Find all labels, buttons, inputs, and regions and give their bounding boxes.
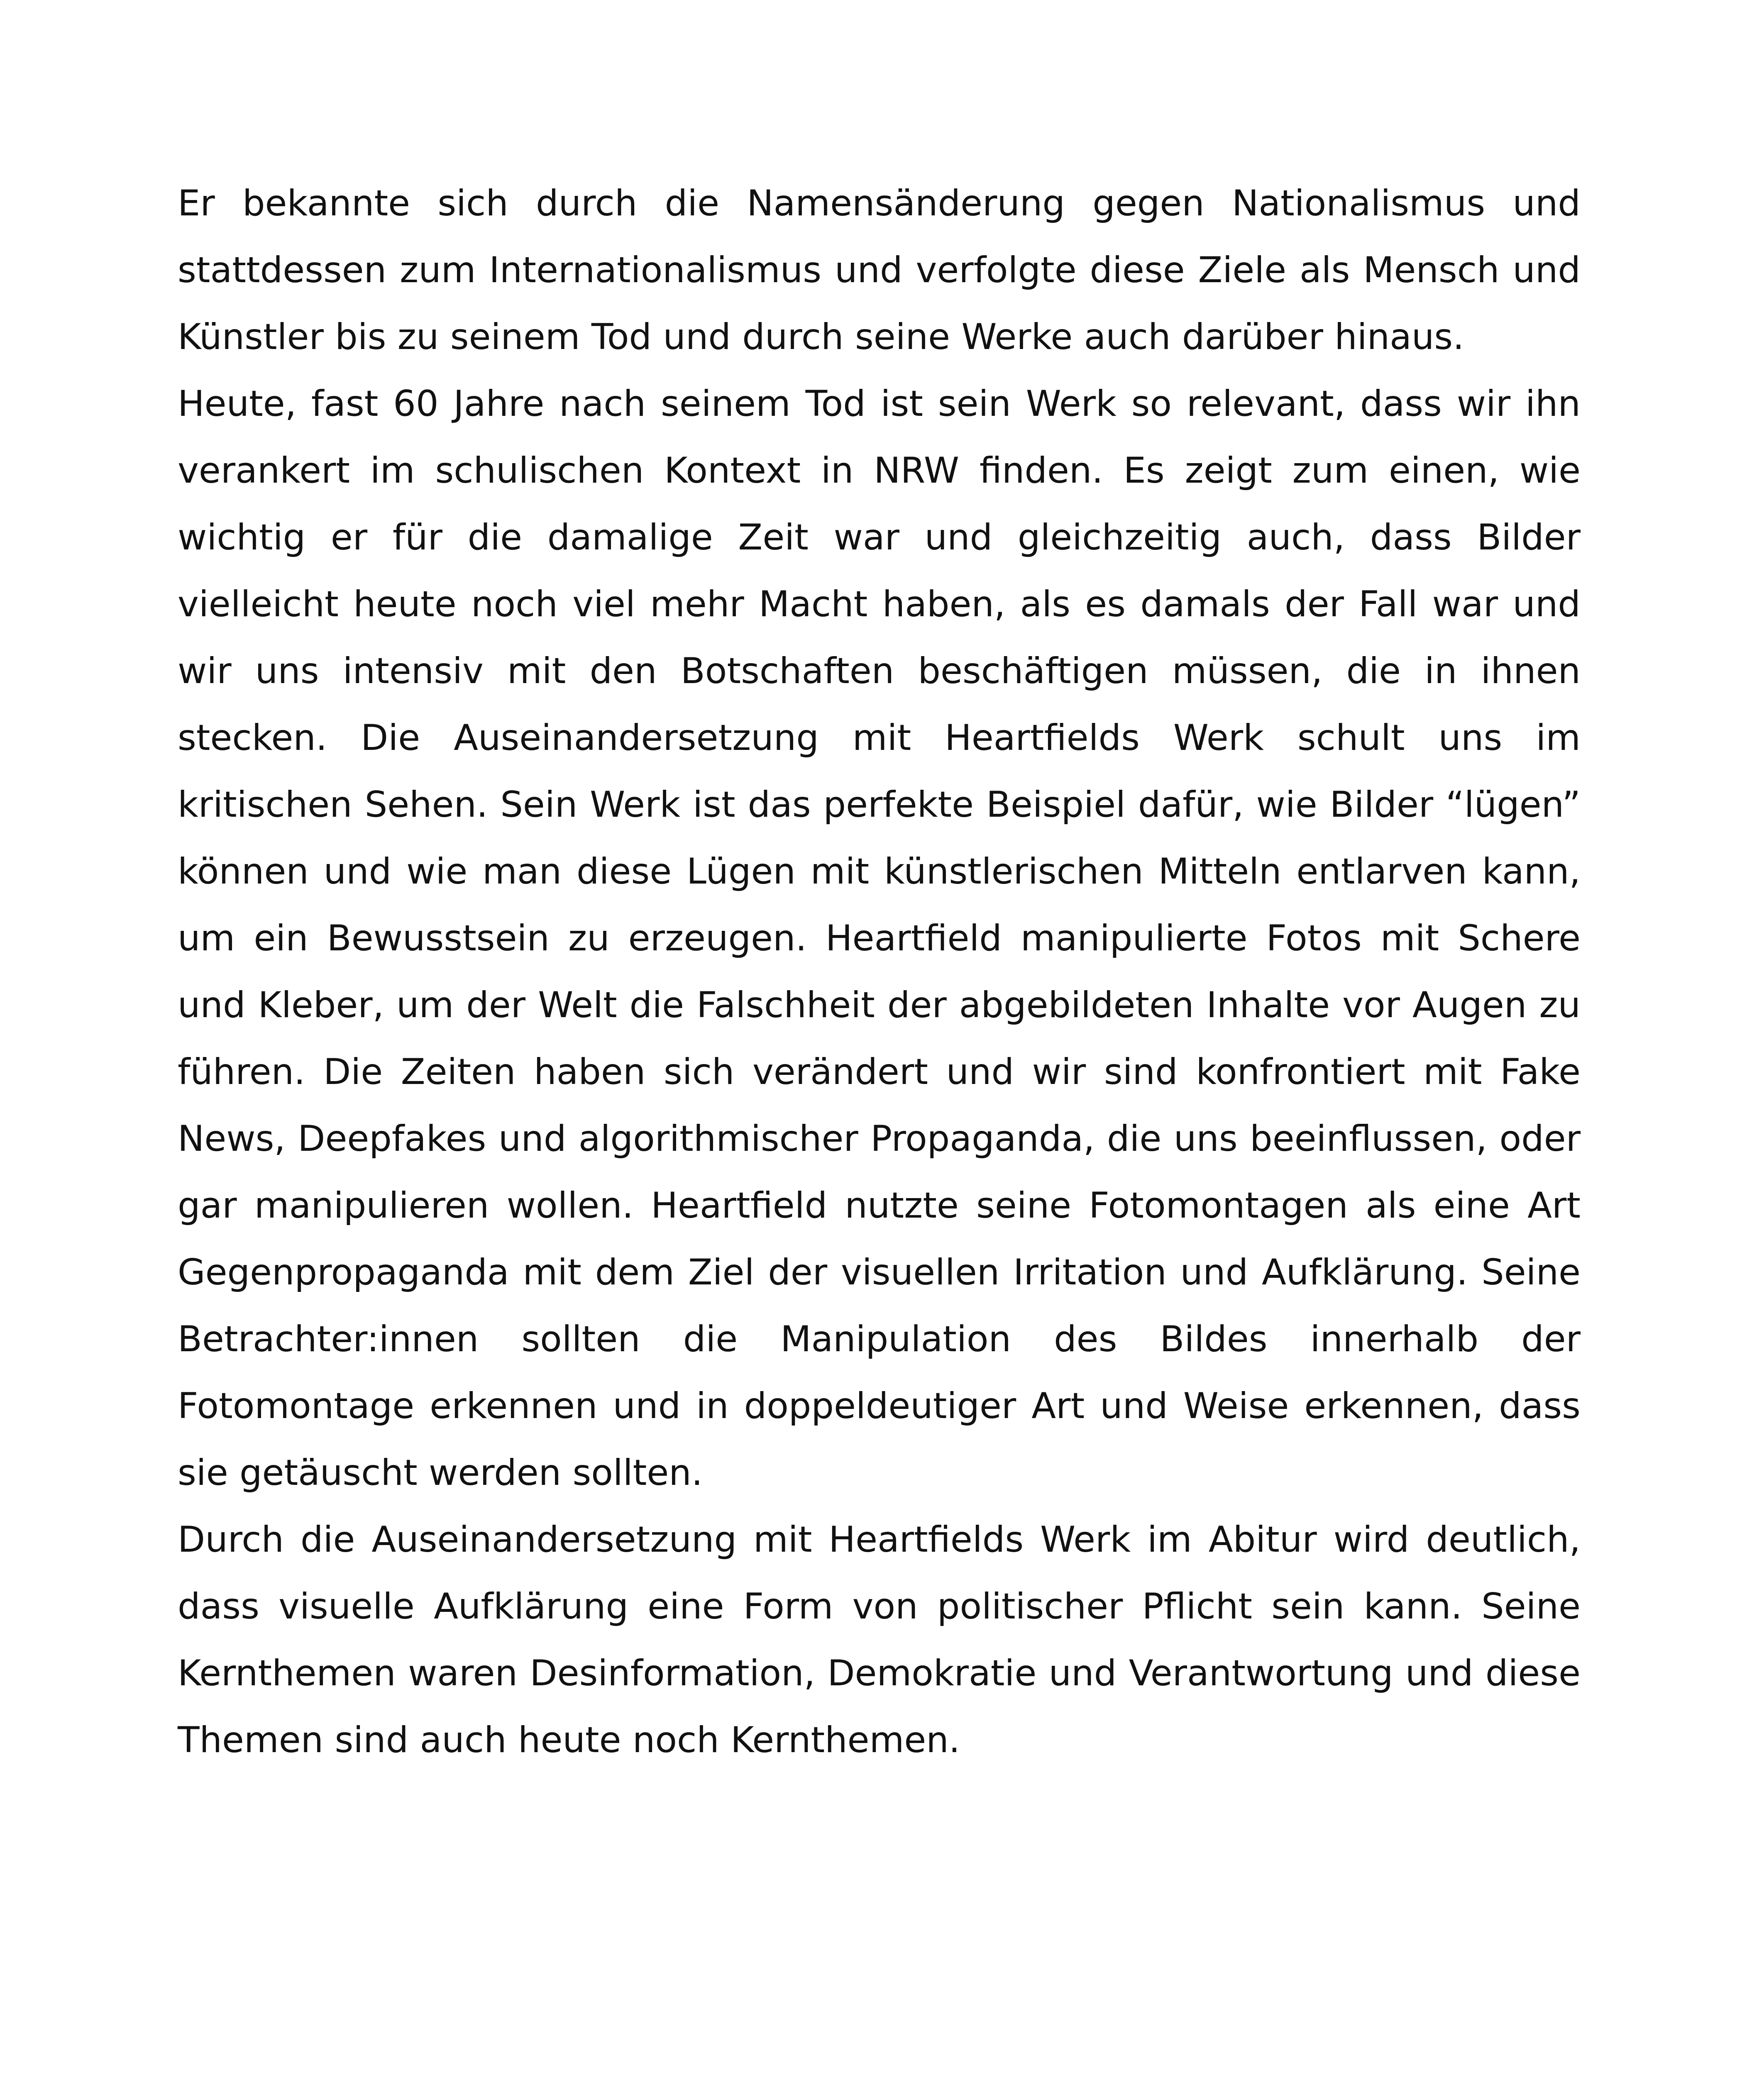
body-text [178, 170, 1581, 1774]
paragraph-1: Er bekannte sich durch die Namensänderung gegen Nationalismus und stattdessen zum Internationalismus und verfolgte diese Ziele als Mensch und Künstler bis zu seinem Tod und durch seine Werke auch darüber hinaus. [178, 183, 1581, 358]
paragraph-2: Heute, fast 60 Jahre nach seinem Tod ist sein Werk so relevant, dass wir ihn verankert im schulischen Kontext in NRW finden. Es zeigt zum einen, wie wichtig er für die damalige Zeit war und gleichzeitig auch, dass Bilder vielleicht heute noch viel mehr Macht haben, als es damals der Fall war und wir uns intensiv mit den Botschaften beschäftigen müssen, die in ihnen stecken. Die Auseinandersetzung mit Heartfields Werk schult uns im kritischen Sehen. Sein Werk ist das perfekte Beispiel dafür, wie Bilder “lügen” können und wie man diese Lügen mit künstlerischen Mitteln entlarven kann, um ein Bewusstsein zu erzeugen. Heartfield manipulierte Fotos mit Schere und Kleber, um der Welt die Falschheit der abgebildeten Inhalte vor Augen zu führen. Die Zeiten haben sich verändert und wir sind konfrontiert mit Fake News, Deepfakes und algorithmischer Propaganda, die uns beeinflussen, oder gar manipulieren wollen. Heartfield nutzte seine Fotomontagen als eine Art Gegenpropaganda mit dem Ziel der visuellen Irritation und Aufklärung. Seine Betrachter:innen sollten die Manipulation des Bildes innerhalb der Fotomontage erkennen und in doppeldeutiger Art und Weise erkennen, dass sie getäuscht werden sollten. [178, 383, 1581, 1494]
paragraph-3: Durch die Auseinandersetzung mit Heartfields Werk im Abitur wird deutlich, dass visuelle Aufklärung eine Form von politischer Pflicht sein kann. Seine Kernthemen waren Desinformation, Demokratie und Verantwortung und diese Themen sind auch heute noch Kernthemen. [178, 1519, 1581, 1761]
